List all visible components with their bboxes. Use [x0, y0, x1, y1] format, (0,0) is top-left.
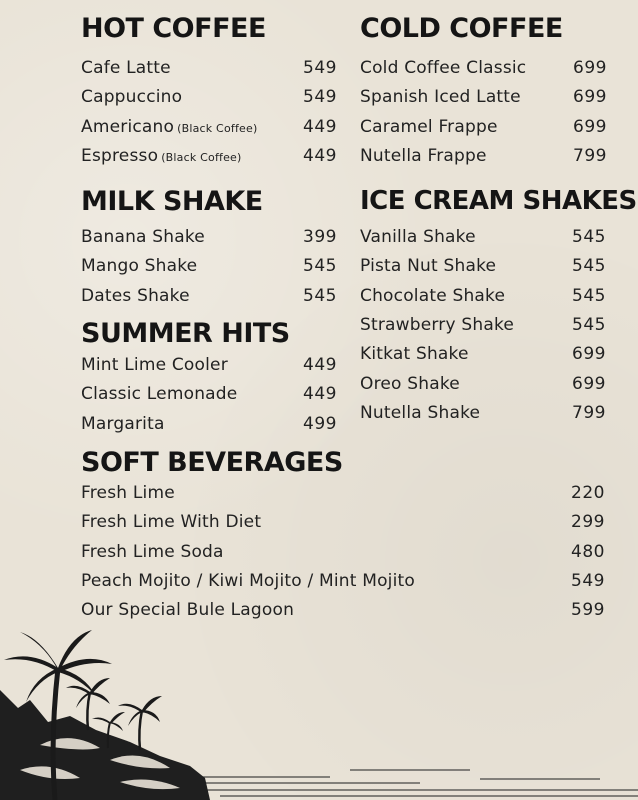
- item-price: 699: [573, 117, 607, 137]
- item-price: 299: [571, 512, 605, 532]
- item-name: Strawberry Shake: [360, 315, 515, 335]
- menu-item: [360, 401, 606, 425]
- item-price: 399: [303, 227, 337, 247]
- item-price: 799: [573, 146, 607, 166]
- menu-item: [360, 85, 607, 109]
- item-name: Oreo Shake: [360, 374, 460, 394]
- menu-item: [81, 382, 337, 406]
- item-note: (Black Coffee): [161, 151, 242, 164]
- item-price: 499: [303, 414, 337, 434]
- item-name: Americano: [81, 117, 175, 137]
- menu-item: [81, 353, 337, 377]
- item-price: 545: [572, 227, 606, 247]
- menu-item: [360, 225, 606, 249]
- menu-item: [81, 115, 337, 139]
- item-price: 699: [573, 87, 607, 107]
- item-price: 545: [572, 286, 606, 306]
- summer-hits-title: SUMMER HITS: [81, 318, 290, 349]
- item-name: Classic Lemonade: [81, 384, 238, 404]
- menu-item: [360, 254, 606, 278]
- menu-item: [81, 412, 337, 436]
- menu-item: [81, 85, 337, 109]
- menu-item: [360, 115, 607, 139]
- milk-shake-title: MILK SHAKE: [81, 186, 263, 217]
- item-name: Kitkat Shake: [360, 344, 469, 364]
- item-price: 799: [572, 403, 606, 423]
- cold-coffee-title: COLD COFFEE: [360, 13, 563, 44]
- item-name: Mango Shake: [81, 256, 198, 276]
- item-name: Nutella Shake: [360, 403, 481, 423]
- item-name: Fresh Lime With Diet: [81, 512, 262, 532]
- menu-item: [81, 56, 337, 80]
- menu-item: [81, 481, 605, 505]
- menu-item: [360, 313, 606, 337]
- item-price: 699: [572, 344, 606, 364]
- item-name: Vanilla Shake: [360, 227, 476, 247]
- item-name: Fresh Lime Soda: [81, 542, 224, 562]
- item-price: 449: [303, 146, 337, 166]
- menu-item: [360, 342, 606, 366]
- item-price: 545: [303, 256, 337, 276]
- ice-cream-shakes-title: ICE CREAM SHAKES: [360, 186, 637, 216]
- item-price: 699: [573, 58, 607, 78]
- item-name: Our Special Bule Lagoon: [81, 600, 295, 620]
- water-lines: [150, 770, 638, 796]
- item-price: 699: [572, 374, 606, 394]
- item-price: 449: [303, 384, 337, 404]
- menu-item: [81, 540, 605, 564]
- item-name: Fresh Lime: [81, 483, 175, 503]
- menu-item: [81, 144, 337, 168]
- menu-item: [360, 284, 606, 308]
- item-price: 449: [303, 117, 337, 137]
- item-name: Banana Shake: [81, 227, 205, 247]
- item-name: Margarita: [81, 414, 165, 434]
- item-note: (Black Coffee): [177, 122, 258, 135]
- menu-item: [81, 254, 337, 278]
- menu-item: [360, 144, 607, 168]
- item-name: Mint Lime Cooler: [81, 355, 228, 375]
- menu-item: [360, 56, 607, 80]
- item-price: 549: [571, 571, 605, 591]
- item-price: 545: [303, 286, 337, 306]
- island-rocks: [0, 690, 210, 800]
- menu-item: [81, 284, 337, 308]
- item-name: Nutella Frappe: [360, 146, 487, 166]
- item-name: Cold Coffee Classic: [360, 58, 527, 78]
- menu-item: [81, 510, 605, 534]
- item-price: 549: [303, 58, 337, 78]
- item-name: Chocolate Shake: [360, 286, 506, 306]
- item-price: 545: [572, 315, 606, 335]
- item-price: 449: [303, 355, 337, 375]
- menu-item: [360, 372, 606, 396]
- item-price: 545: [572, 256, 606, 276]
- item-price: 549: [303, 87, 337, 107]
- item-price: 220: [571, 483, 605, 503]
- soft-beverages-title: SOFT BEVERAGES: [81, 447, 343, 478]
- item-price: 480: [571, 542, 605, 562]
- hot-coffee-title: HOT COFFEE: [81, 13, 266, 44]
- item-name: Cafe Latte: [81, 58, 171, 78]
- item-name: Cappuccino: [81, 87, 183, 107]
- menu-item: [81, 225, 337, 249]
- item-name: Dates Shake: [81, 286, 190, 306]
- item-name: Espresso: [81, 146, 159, 166]
- item-price: 599: [571, 600, 605, 620]
- palm-island-illustration: [0, 630, 638, 800]
- item-name: Pista Nut Shake: [360, 256, 497, 276]
- menu-item: [81, 569, 605, 593]
- menu-item: [81, 598, 605, 622]
- item-name: Spanish Iced Latte: [360, 87, 521, 107]
- item-name: Caramel Frappe: [360, 117, 498, 137]
- item-name: Peach Mojito / Kiwi Mojito / Mint Mojito: [81, 571, 415, 591]
